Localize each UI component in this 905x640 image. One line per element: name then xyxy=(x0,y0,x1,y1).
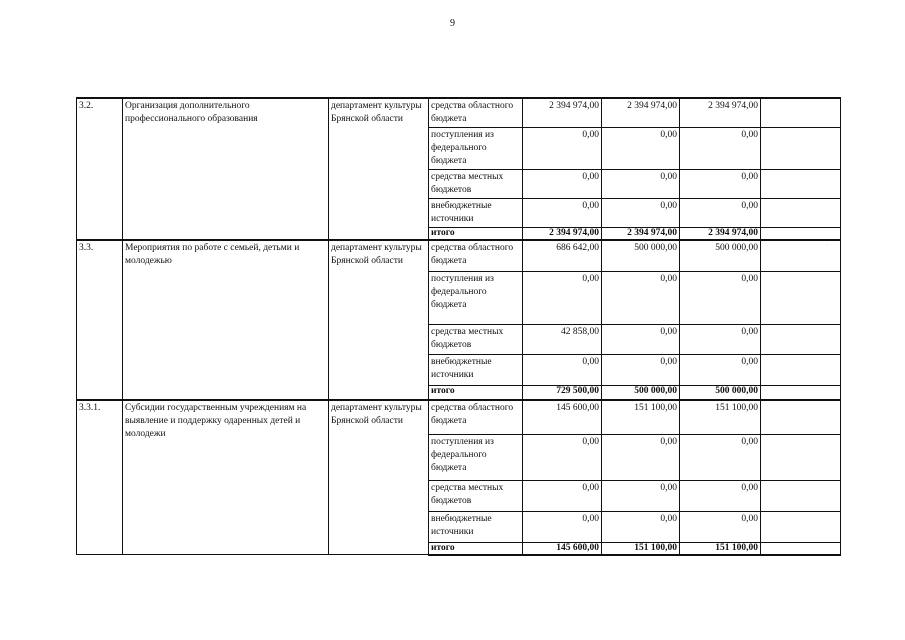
value-cell: 500 000,00 xyxy=(680,240,761,271)
value-cell: 0,00 xyxy=(602,324,680,354)
value-cell xyxy=(761,98,841,128)
value-cell: 0,00 xyxy=(523,480,602,511)
total-value: 145 600,00 xyxy=(523,542,602,555)
table-group xyxy=(77,98,841,240)
group-name: Субсидии государственным учреждениям на выявление и поддержку одаренных детей и молодежи xyxy=(123,400,329,555)
funding-source: средства местных бюджетов xyxy=(429,324,523,354)
group-code: 3.3.1. xyxy=(77,400,123,555)
value-cell xyxy=(761,400,841,434)
value-cell: 0,00 xyxy=(680,434,761,480)
value-cell: 0,00 xyxy=(523,199,602,228)
value-cell: 2 394 974,00 xyxy=(680,98,761,128)
total-value: 729 500,00 xyxy=(523,385,602,400)
total-value xyxy=(761,542,841,555)
value-cell: 0,00 xyxy=(523,170,602,199)
table-row xyxy=(77,98,841,128)
value-cell: 42 858,00 xyxy=(523,324,602,354)
funding-source: средства местных бюджетов xyxy=(429,480,523,511)
value-cell: 145 600,00 xyxy=(523,400,602,434)
total-value xyxy=(761,385,841,400)
value-cell xyxy=(761,354,841,385)
value-cell: 0,00 xyxy=(680,199,761,228)
value-cell: 0,00 xyxy=(602,170,680,199)
total-value: 2 394 974,00 xyxy=(602,228,680,241)
table-row xyxy=(77,240,841,271)
value-cell xyxy=(761,240,841,271)
value-cell: 0,00 xyxy=(680,480,761,511)
value-cell: 0,00 xyxy=(602,434,680,480)
budget-table xyxy=(76,97,841,556)
value-cell xyxy=(761,434,841,480)
value-cell: 0,00 xyxy=(680,128,761,170)
value-cell: 0,00 xyxy=(602,199,680,228)
funding-source: средства областного бюджета xyxy=(429,98,523,128)
funding-source: внебюджетные источники xyxy=(429,511,523,542)
funding-source: средства местных бюджетов xyxy=(429,170,523,199)
funding-source: внебюджетные источники xyxy=(429,354,523,385)
value-cell: 0,00 xyxy=(680,354,761,385)
total-value: 500 000,00 xyxy=(602,385,680,400)
value-cell: 0,00 xyxy=(602,354,680,385)
value-cell xyxy=(761,480,841,511)
group-executor: департамент культуры Брянской области xyxy=(329,400,429,555)
funding-source: внебюджетные источники xyxy=(429,199,523,228)
page-number: 9 xyxy=(450,18,455,29)
total-label: итого xyxy=(429,228,523,241)
value-cell: 0,00 xyxy=(680,170,761,199)
funding-source: средства областного бюджета xyxy=(429,240,523,271)
value-cell: 0,00 xyxy=(523,434,602,480)
value-cell: 0,00 xyxy=(523,511,602,542)
group-name: Мероприятия по работе с семьей, детьми и молодежью xyxy=(123,240,329,400)
value-cell xyxy=(761,199,841,228)
group-code: 3.2. xyxy=(77,98,123,240)
group-executor: департамент культуры Брянской области xyxy=(329,240,429,400)
value-cell: 2 394 974,00 xyxy=(523,98,602,128)
value-cell xyxy=(761,128,841,170)
value-cell xyxy=(761,511,841,542)
value-cell: 0,00 xyxy=(602,128,680,170)
scan-speck: · xyxy=(826,243,828,249)
value-cell: 500 000,00 xyxy=(602,240,680,271)
group-name: Организация дополнительного профессионального образования xyxy=(123,98,329,240)
value-cell: 2 394 974,00 xyxy=(602,98,680,128)
value-cell: 0,00 xyxy=(523,128,602,170)
table-row xyxy=(77,400,841,434)
total-label: итого xyxy=(429,542,523,555)
value-cell: 151 100,00 xyxy=(602,400,680,434)
value-cell xyxy=(761,271,841,324)
value-cell: 151 100,00 xyxy=(680,400,761,434)
value-cell: 0,00 xyxy=(680,511,761,542)
total-value: 2 394 974,00 xyxy=(680,228,761,241)
value-cell: 0,00 xyxy=(680,324,761,354)
funding-source: поступления из федерального бюджета xyxy=(429,128,523,170)
table-group xyxy=(77,400,841,555)
value-cell: 0,00 xyxy=(680,271,761,324)
value-cell: 686 642,00 xyxy=(523,240,602,271)
group-code: 3.3. xyxy=(77,240,123,400)
table-group xyxy=(77,240,841,400)
total-label: итого xyxy=(429,385,523,400)
funding-source: поступления из федерального бюджета xyxy=(429,434,523,480)
total-value: 2 394 974,00 xyxy=(523,228,602,241)
value-cell: 0,00 xyxy=(602,511,680,542)
value-cell xyxy=(761,170,841,199)
value-cell: 0,00 xyxy=(602,271,680,324)
total-value: 151 100,00 xyxy=(680,542,761,555)
total-value: 151 100,00 xyxy=(602,542,680,555)
value-cell: 0,00 xyxy=(602,480,680,511)
value-cell xyxy=(761,324,841,354)
total-value xyxy=(761,228,841,241)
funding-source: поступления из федерального бюджета xyxy=(429,271,523,324)
value-cell: 0,00 xyxy=(523,354,602,385)
funding-source: средства областного бюджета xyxy=(429,400,523,434)
group-executor: департамент культуры Брянской области xyxy=(329,98,429,240)
value-cell: 0,00 xyxy=(523,271,602,324)
total-value: 500 000,00 xyxy=(680,385,761,400)
